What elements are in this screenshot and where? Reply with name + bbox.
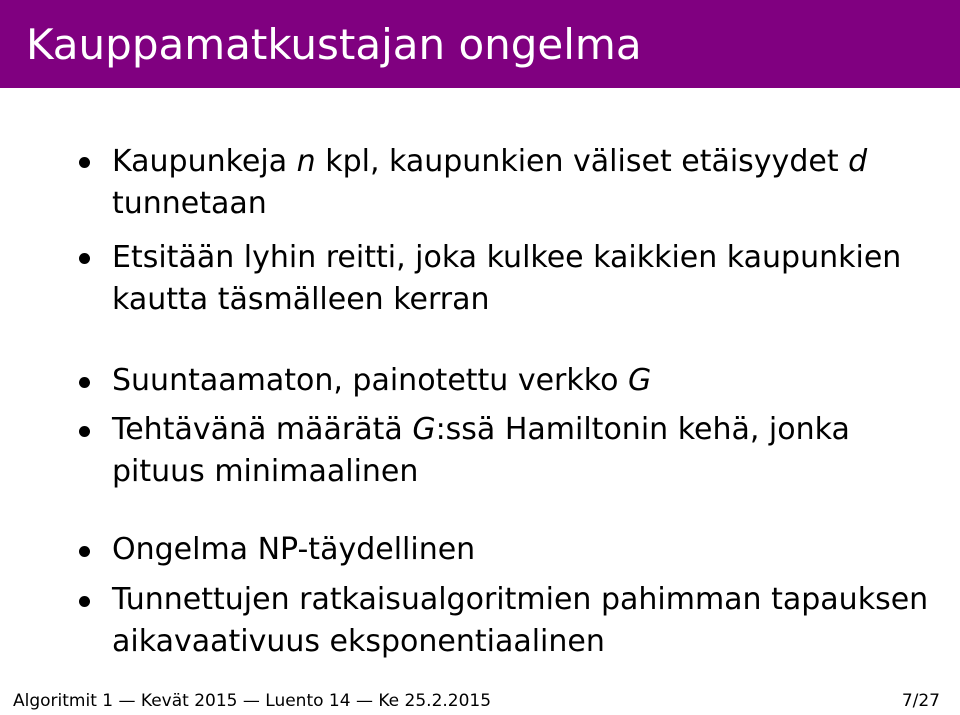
bullet-line-continuation: pituus minimaalinen [112,454,419,489]
variable-d: d [848,144,868,179]
bullet-line: Suuntaamaton, painotettu verkko G [112,363,652,398]
bullet-dot [79,253,90,264]
bullet-line: Tunnettujen ratkaisualgoritmien pahimman tapauksen [112,582,929,617]
footer-course-info: Algoritmit 1 — Kevät 2015 — Luento 14 — Ke 25.2.2015 [13,691,492,711]
variable-g: G [412,412,436,447]
footer [0,679,960,715]
bullet-line: Etsitään lyhin reitti, joka kulkee kaikkien kaupunkien [112,240,902,275]
bullet-dot [79,546,90,557]
bullet-dot [79,157,90,168]
bullet-line-continuation: kautta täsmälleen kerran [112,282,490,317]
variable-g: G [627,363,652,398]
bullet-line: Kaupunkeja n kpl, kaupunkien väliset etäisyydet d [112,144,868,179]
page-number: 7/27 [901,691,940,711]
bullet-line-continuation: tunnetaan [112,186,267,221]
bullet-line: Ongelma NP-täydellinen [112,532,476,567]
bullet-dot [79,426,90,437]
bullet-dot [79,596,90,607]
variable-n: n [296,144,316,179]
bullet-dot [79,377,90,388]
slide-title: Kauppamatkustajan ongelma [26,20,642,69]
bullet-line: Tehtävänä määrätä G:ssä Hamiltonin kehä, jonka [112,412,850,447]
bullet-line-continuation: aikavaativuus eksponentiaalinen [112,624,605,659]
